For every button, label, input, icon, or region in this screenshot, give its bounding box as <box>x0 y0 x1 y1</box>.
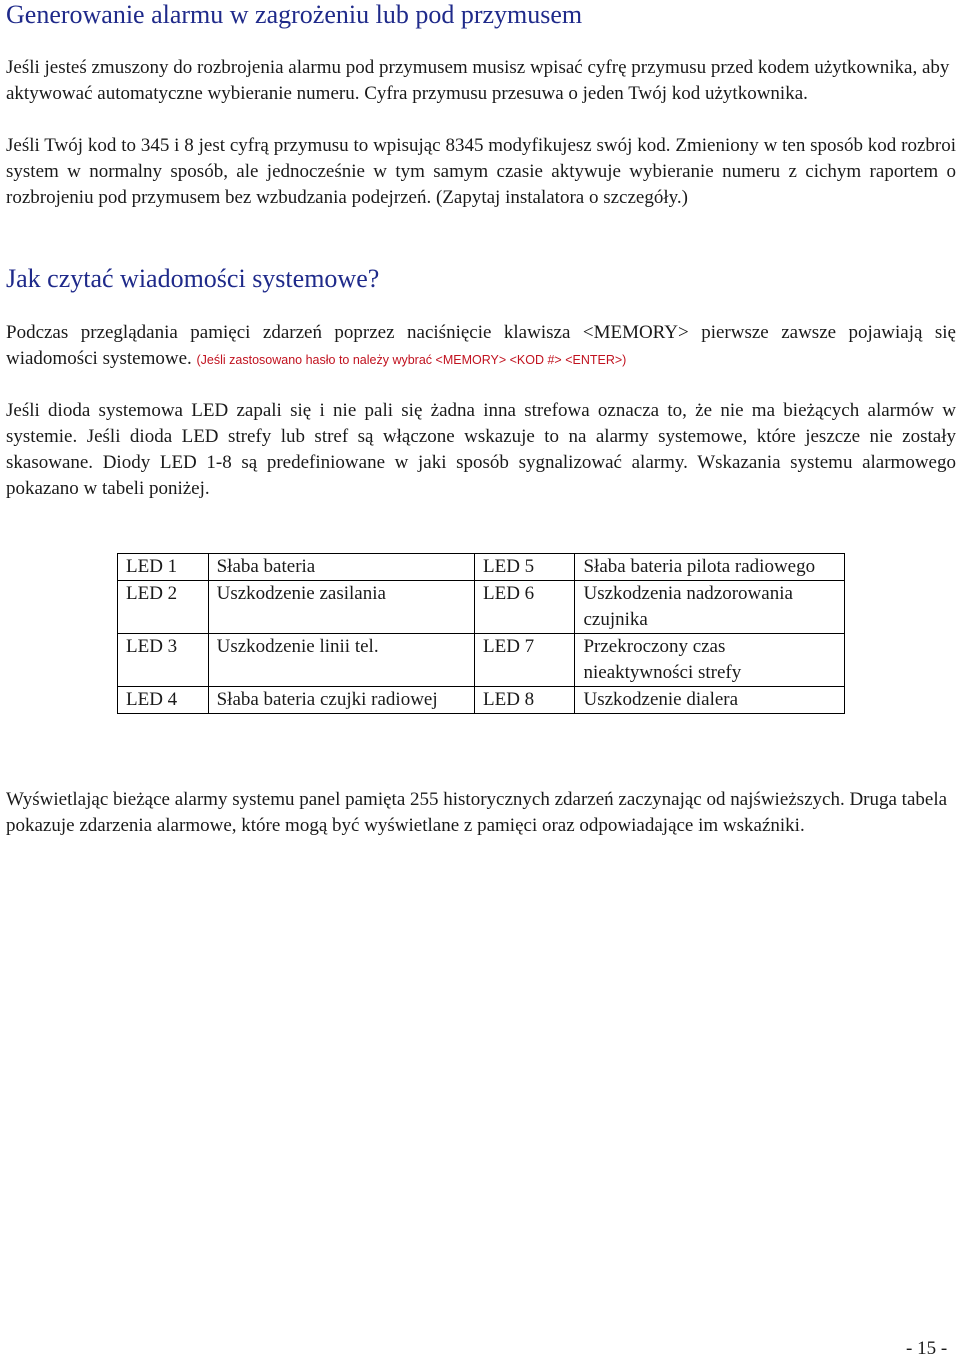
led-description-cell: Słaba bateria czujki radiowej <box>208 687 474 714</box>
led-label-cell: LED 7 <box>474 634 575 687</box>
led-description-cell: Przekroczony czas nieaktywności strefy <box>575 634 845 687</box>
led-label-cell: LED 2 <box>118 581 209 634</box>
paragraph-led-text: Jeśli dioda systemowa LED zapali się i nie pali się żadna inna strefowa oznacza to, że nie ma bieżących alarmów w systemie. Jeśli dioda LED strefy lub stref są włączone wskazuje to na alarmy systemowe, które jeszcze nie zostały skasowane. Diody LED 1-8 są predefiniowane w jaki sposób sygnalizować alarmy. Wskazania systemu alarmowego pokazano w tabeli poniżej. <box>6 400 956 499</box>
page-number: - 15 - <box>906 1338 948 1359</box>
led-description-cell: Uszkodzenie zasilania <box>208 581 474 634</box>
led-label-cell: LED 1 <box>118 554 209 581</box>
table-row <box>118 554 845 581</box>
table-row <box>118 687 845 714</box>
led-description-cell: Słaba bateria pilota radiowego <box>575 554 845 581</box>
paragraph-duress-example <box>6 133 956 211</box>
led-label-cell: LED 3 <box>118 634 209 687</box>
led-description-cell: Uszkodzenie linii tel. <box>208 634 474 687</box>
section-heading-duress: Generowanie alarmu w zagrożeniu lub pod przymusem <box>6 0 583 29</box>
paragraph-event-history <box>6 787 956 839</box>
led-description-cell: Uszkodzenia nadzorowania czujnika <box>575 581 845 634</box>
paragraph-led-description <box>6 398 956 502</box>
memory-password-note: (Jeśli zastosowano hasło to należy wybrać <MEMORY> <KOD #> <ENTER>) <box>196 353 627 367</box>
led-indication-table <box>117 553 845 714</box>
led-label-cell: LED 4 <box>118 687 209 714</box>
table-row <box>118 581 845 634</box>
paragraph-memory <box>6 320 956 373</box>
section-heading-system-messages: Jak czytać wiadomości systemowe? <box>6 264 380 293</box>
led-description-cell: Słaba bateria <box>208 554 474 581</box>
led-label-cell: LED 5 <box>474 554 575 581</box>
paragraph-duress-text-1: Jeśli jesteś zmuszony do rozbrojenia alarmu pod przymusem musisz wpisać cyfrę przymusu przed kodem użytkownika, aby aktywować automatyczne wybieranie numeru. Cyfra przymusu przesuwa o jeden Twój kod użytkownika. <box>6 57 950 104</box>
led-description-cell: Uszkodzenie dialera <box>575 687 845 714</box>
paragraph-duress-text-2: Jeśli Twój kod to 345 i 8 jest cyfrą przymusu to wpisując 8345 modyfikujesz swój kod. Zmieniony w ten sposób kod rozbroi system w normalny sposób, ale jednocześnie w tym samym czasie aktywuje wybieranie numeru z cichym raportem o rozbrojeniu pod przymusem bez wzbudzania podejrzeń. (Zapytaj instalatora o szczegóły.) <box>6 135 956 208</box>
led-label-cell: LED 6 <box>474 581 575 634</box>
table-row <box>118 634 845 687</box>
paragraph-memory-text: Podczas przeglądania pamięci zdarzeń poprzez naciśnięcie klawisza <MEMORY> pierwsze zawsze pojawiają się wiadomości systemowe. <box>6 322 956 369</box>
led-label-cell: LED 8 <box>474 687 575 714</box>
paragraph-event-history-text: Wyświetlając bieżące alarmy systemu panel pamięta 255 historycznych zdarzeń zaczynając od najświeższych. Druga tabela pokazuje zdarzenia alarmowe, które mogą być wyświetlane z pamięci oraz odpowiadające im wskaźniki. <box>6 789 948 836</box>
paragraph-duress-intro <box>6 55 956 107</box>
